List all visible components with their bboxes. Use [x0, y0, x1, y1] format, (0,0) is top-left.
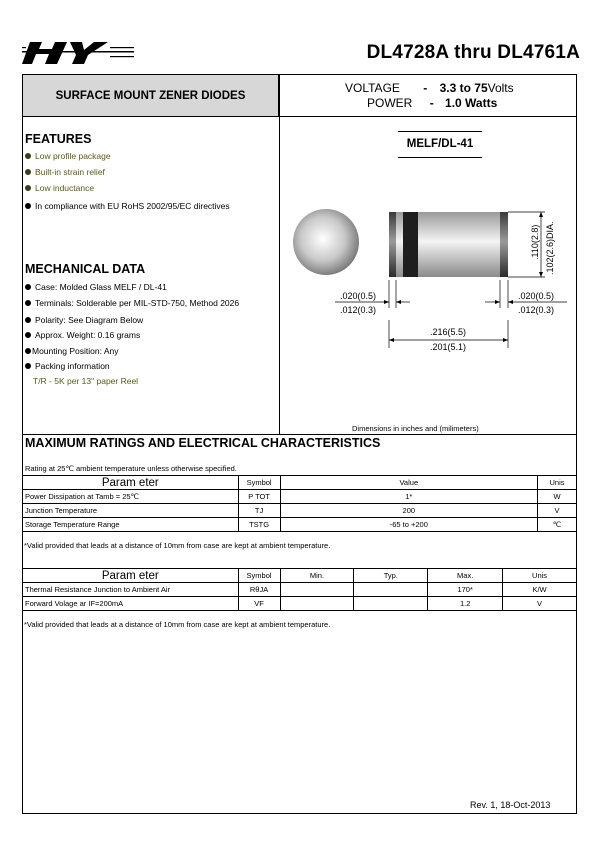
left-end-cap	[389, 212, 396, 277]
voltage-unit: Volts	[487, 81, 514, 95]
right-end-cap	[500, 212, 508, 277]
bullet-icon	[25, 284, 31, 290]
mechanical-item: Polarity: See Diagram Below	[25, 315, 143, 325]
voltage-label: VOLTAGE	[345, 81, 400, 95]
bullet-icon	[25, 203, 31, 209]
revision-info: Rev. 1, 18-Oct-2013	[470, 800, 551, 810]
ratings-table	[22, 475, 577, 532]
power-dash: -	[429, 96, 434, 110]
voltage-dash: -	[423, 81, 428, 95]
feature-item: In compliance with EU RoHS 2002/95/EC directives	[25, 201, 230, 211]
bullet-icon	[25, 363, 31, 369]
packing-detail: T/R - 5K per 13" paper Reel	[33, 376, 139, 386]
mechanical-item: Approx. Weight: 0.16 grams	[25, 330, 140, 340]
bullet-icon	[25, 153, 31, 159]
dim-left-max: .020(0.5)	[340, 291, 377, 301]
column-header: Unis	[538, 476, 577, 490]
footnote: *Valid provided that leads at a distance of 10mm from case are kept at ambient temperature.	[24, 620, 331, 629]
dim-length-max: .216(5.5)	[430, 327, 467, 337]
table-row: Power Dissipation at Tamb = 25℃ P TOT 1* W	[23, 490, 577, 504]
end-view-circle	[293, 209, 359, 275]
section-divider	[22, 434, 577, 435]
dim-dia-max: .110(2.8)	[530, 224, 540, 260]
table-header-row	[23, 569, 577, 583]
table-row: Junction Temperature TJ 200 V	[23, 504, 577, 518]
column-header: Param eter	[23, 569, 239, 583]
column-header: Symbol	[238, 569, 280, 583]
table-row: Thermal Resistance Junction to Ambient Air RθJA 170* K/W	[23, 583, 577, 597]
dim-dia-min: .102(2.6)DIA.	[545, 221, 555, 275]
bullet-icon	[25, 300, 31, 306]
bullet-icon	[25, 169, 31, 175]
column-header: Min.	[280, 569, 354, 583]
dim-right-min: .012(0.3)	[518, 305, 555, 315]
company-logo	[22, 36, 134, 66]
dim-left-min: .012(0.3)	[340, 305, 377, 315]
table-row: Forward Volage ar IF=200mA VF 1.2 V	[23, 597, 577, 611]
bullet-icon	[25, 332, 31, 338]
power-value: 1.0 Watts	[445, 96, 498, 110]
column-header: Symbol	[238, 476, 280, 490]
mechanical-item: Packing information	[25, 361, 110, 371]
dimensions-caption: Dimensions in inches and (milimeters)	[352, 424, 479, 433]
feature-item: Low inductance	[25, 183, 94, 193]
banner-divider	[22, 116, 577, 117]
footnote: *Valid provided that leads at a distance of 10mm from case are kept at ambient temperature.	[24, 541, 331, 550]
bullet-icon	[25, 317, 31, 323]
column-divider	[279, 75, 280, 435]
dim-length-min: .201(5.1)	[430, 342, 467, 352]
column-header: Max.	[428, 569, 503, 583]
table-header-row	[23, 476, 577, 490]
product-type-label: SURFACE MOUNT ZENER DIODES	[55, 89, 246, 102]
mechanical-title: MECHANICAL DATA	[25, 262, 146, 276]
mechanical-item: Case: Molded Glass MELF / DL-41	[25, 282, 167, 292]
voltage-value: 3.3 to 75	[439, 81, 488, 95]
dim-right-max: .020(0.5)	[518, 291, 555, 301]
column-header: Typ.	[354, 569, 428, 583]
mechanical-item: Terminals: Solderable per MIL-STD-750, Method 2026	[25, 298, 239, 308]
feature-item: Low profile package	[25, 151, 111, 161]
feature-item: Built-in strain relief	[25, 167, 105, 177]
voltage-spec	[345, 81, 514, 95]
column-header: Unis	[503, 569, 577, 583]
power-label: POWER	[367, 96, 413, 110]
power-spec	[367, 96, 497, 110]
rating-note: Rating at 25℃ ambient temperature unless otherwise specified.	[25, 464, 237, 473]
features-title: FEATURES	[25, 132, 92, 146]
bullet-icon	[25, 348, 31, 354]
product-type-banner	[23, 75, 279, 116]
column-header: Value	[280, 476, 537, 490]
part-number-title: DL4728A thru DL4761A	[366, 42, 580, 63]
table-row: Storage Temperature Range TSTG -65 to +200 ℃	[23, 518, 577, 532]
ratings-title: MAXIMUM RATINGS AND ELECTRICAL CHARACTERISTICS	[25, 436, 381, 450]
column-header: Param eter	[23, 476, 239, 490]
bullet-icon	[25, 185, 31, 191]
cathode-band	[403, 212, 418, 277]
mechanical-item: Mounting Position: Any	[25, 346, 118, 356]
package-name: MELF/DL-41	[398, 131, 482, 158]
characteristics-table	[22, 568, 577, 611]
